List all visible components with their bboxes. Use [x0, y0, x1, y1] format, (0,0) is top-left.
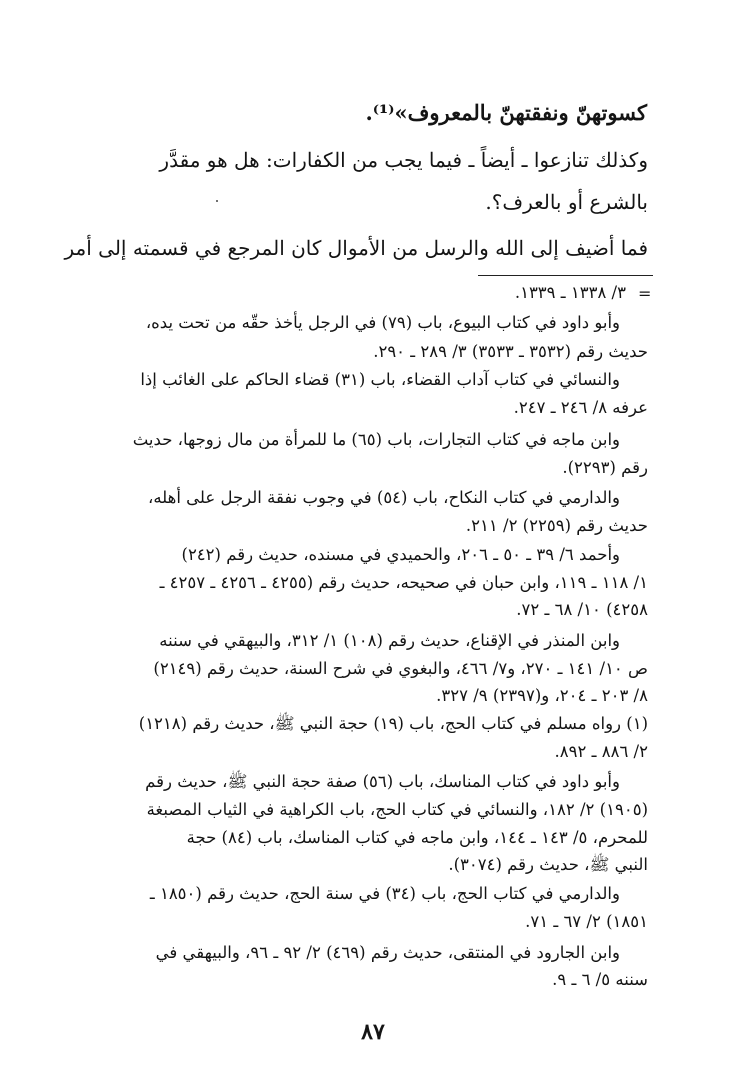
footnote-line: ٨/ ٢٠٣ ـ ٢٠٤، و(٢٣٩٧) ٩/ ٣٢٧. — [436, 686, 648, 705]
footnote-line: حديث رقم (٢٢٥٩) ٢/ ٢١١. — [465, 516, 648, 535]
footnote-line: وابن ماجه في كتاب التجارات، باب (٦٥) ما للمرأة من مال زوجها، حديث — [132, 430, 620, 449]
main-text-line-4: فما أضيف إلى الله والرسل من الأموال كان المرجع في قسمته إلى أمر — [64, 236, 648, 260]
ink-speck — [216, 200, 218, 202]
main-text-line-3: بالشرع أو بالعرف؟. — [485, 190, 648, 214]
footnote-line: ص ١٠/ ١٤١ ـ ٢٧٠، و٧/ ٤٦٦، والبغوي في شرح السنة، حديث رقم (٢١٤٩) — [153, 659, 648, 678]
footnote-line: وابن الجارود في المنتقى، حديث رقم (٤٦٩) ٢/ ٩٢ ـ ٩٦، والبيهقي في — [155, 943, 620, 962]
footnote-line: عرفه ٨/ ٢٤٦ ـ ٢٤٧. — [513, 398, 648, 417]
footnote-line: وأحمد ٦/ ٣٩ ـ ٥٠ ـ ٢٠٦، والحميدي في مسنده، حديث رقم (٢٤٢) — [181, 545, 620, 564]
footnote-line: النبي ﷺ، حديث رقم (٣٠٧٤). — [448, 855, 648, 874]
footnote-line: والدارمي في كتاب الحج، باب (٣٤) في سنة الحج، حديث رقم (١٨٥٠ ـ — [149, 884, 620, 903]
footnote-line: وأبو داود في كتاب المناسك، باب (٥٦) صفة حجة النبي ﷺ، حديث رقم — [145, 772, 620, 791]
footnote-line: (١) رواه مسلم في كتاب الحج، باب (١٩) حجة النبي ﷺ، حديث رقم (١٢١٨) — [138, 714, 648, 733]
footnote-separator — [478, 275, 653, 276]
footnote-line: ٣/ ١٣٣٨ ـ ١٣٣٩. — [514, 283, 626, 302]
footnote-line: ١/ ١١٨ ـ ١١٩، وابن حبان في صحيحه، حديث رقم (٤٢٥٥ ـ ٤٢٥٦ ـ ٤٢٥٧ ـ — [159, 573, 648, 592]
main-text-line-1: كسوتهنّ ونفقتهنّ بالمعروف»⁽¹⁾. — [365, 100, 647, 125]
footnote-line: للمحرم، ٥/ ١٤٣ ـ ١٤٤، وابن ماجه في كتاب المناسك، باب (٨٤) حجة — [186, 828, 648, 847]
footnote-line: رقم (٢٢٩٣). — [562, 458, 648, 477]
footnote-line: والدارمي في كتاب النكاح، باب (٥٤) في وجوب نفقة الرجل على أهله، — [148, 488, 620, 507]
footnote-line: ٢/ ٨٨٦ ـ ٨٩٢. — [554, 742, 648, 761]
footnote-line: وابن المنذر في الإقناع، حديث رقم (١٠٨) ١/ ٣١٢، والبيهقي في سننه — [159, 631, 620, 650]
footnote-line: وأبو داود في كتاب البيوع، باب (٧٩) في الرجل يأخذ حقّه من تحت يده، — [145, 313, 620, 332]
continuation-mark: = — [638, 284, 652, 303]
footnote-line: والنسائي في كتاب آداب القضاء، باب (٣١) قضاء الحاكم على الغائب إذا — [140, 370, 620, 389]
main-text-line-2: وكذلك تنازعوا ـ أيضاً ـ فيما يجب من الكفارات: هل هو مقدَّر — [159, 148, 648, 172]
footnote-line: سننه ٥/ ٦ ـ ٩. — [552, 970, 648, 989]
footnote-line: حديث رقم (٣٥٣٢ ـ ٣٥٣٣) ٣/ ٢٨٩ ـ ٢٩٠. — [373, 342, 648, 361]
page-number: ٨٧ — [361, 1019, 385, 1045]
footnote-line: ١٨٥١) ٢/ ٦٧ ـ ٧١. — [525, 912, 648, 931]
footnote-line: ٤٢٥٨) ١٠/ ٦٨ ـ ٧٢. — [516, 600, 648, 619]
footnote-line: (١٩٠٥) ٢/ ١٨٢، والنسائي في كتاب الحج، باب الكراهية في الثياب المصبغة — [146, 800, 648, 819]
